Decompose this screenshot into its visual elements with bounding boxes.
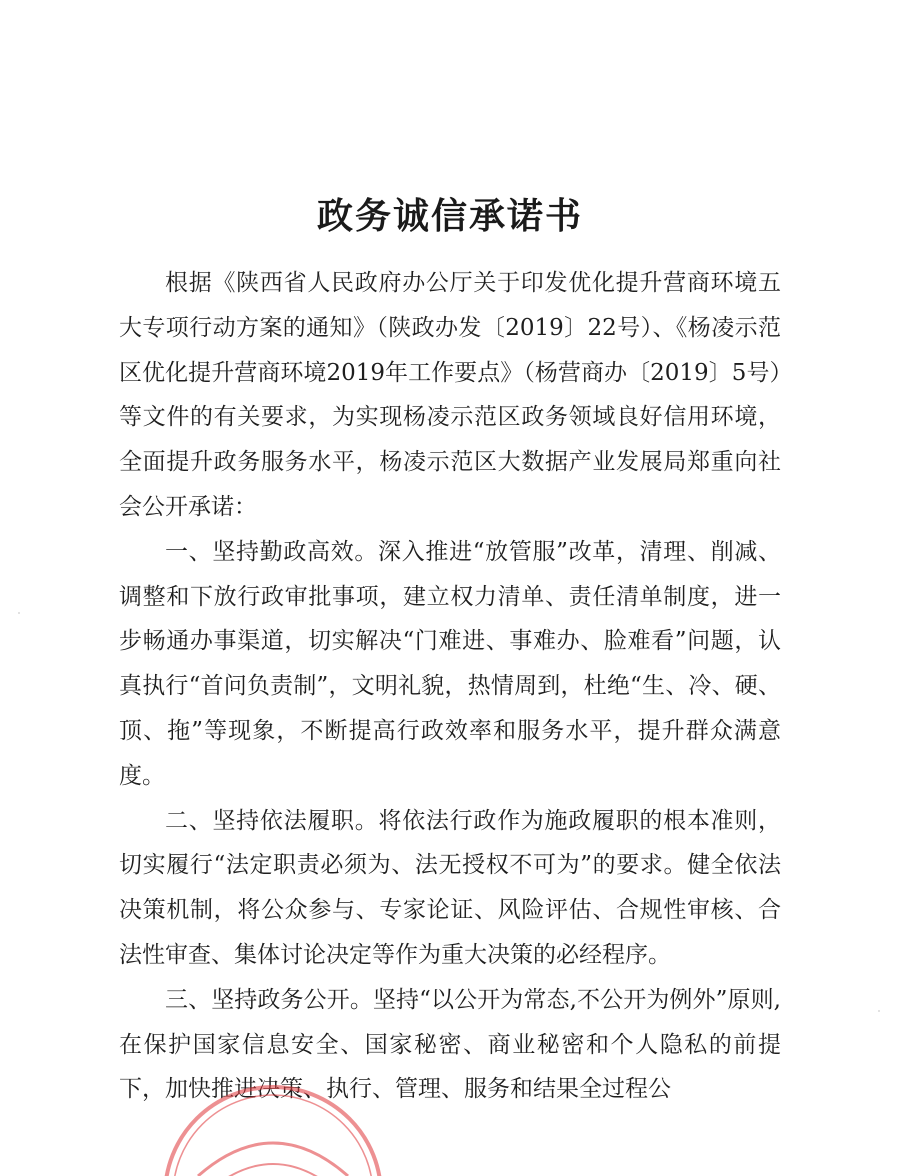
document-title: 政务诚信承诺书 (316, 195, 583, 237)
scan-speck (878, 1010, 880, 1012)
scan-speck (18, 612, 20, 614)
paragraph-intro: 根据《陕西省人民政府办公厅关于印发优化提升营商环境五大专项行动方案的通知》（陕政办发〔2019〕22号）、《杨凌示范区优化提升营商环境2019年工作要点》（杨营商办〔2019〕5号）等文件的有关要求，为实现杨凌示范区政务领域良好信用环境，全面提升政务服务水平，杨凌示范区大数据产业发展局郑重向社会公开承诺： (119, 270, 781, 520)
paragraph-commitment-3: 三、坚持政务公开。坚持“以公开为常态,不公开为例外”原则,在保护国家信息安全、国家秘密、商业秘密和个人隐私的前提下，加快推进决策、执行、管理、服务和结果全过程公 (119, 986, 781, 1103)
paragraph-commitment-2: 二、坚持依法履职。将依法行政作为施政履职的根本准则，切实履行“法定职责必须为、法无授权不可为”的要求。健全依法决策机制，将公众参与、专家论证、风险评估、合规性审核、合法性审查、集体讨论决定等作为重大决策的必经程序。 (119, 807, 781, 968)
paragraph-commitment-1: 一、坚持勤政高效。深入推进“放管服”改革，清理、削减、调整和下放行政审批事项，建立权力清单、责任清单制度，进一步畅通办事渠道，切实解决“门难进、事难办、脸难看”问题，认真执行“首问负责制”，文明礼貌，热情周到，杜绝“生、冷、硬、顶、拖”等现象，不断提高行政效率和服务水平，提升群众满意度。 (119, 538, 781, 789)
document-body (119, 261, 781, 1112)
